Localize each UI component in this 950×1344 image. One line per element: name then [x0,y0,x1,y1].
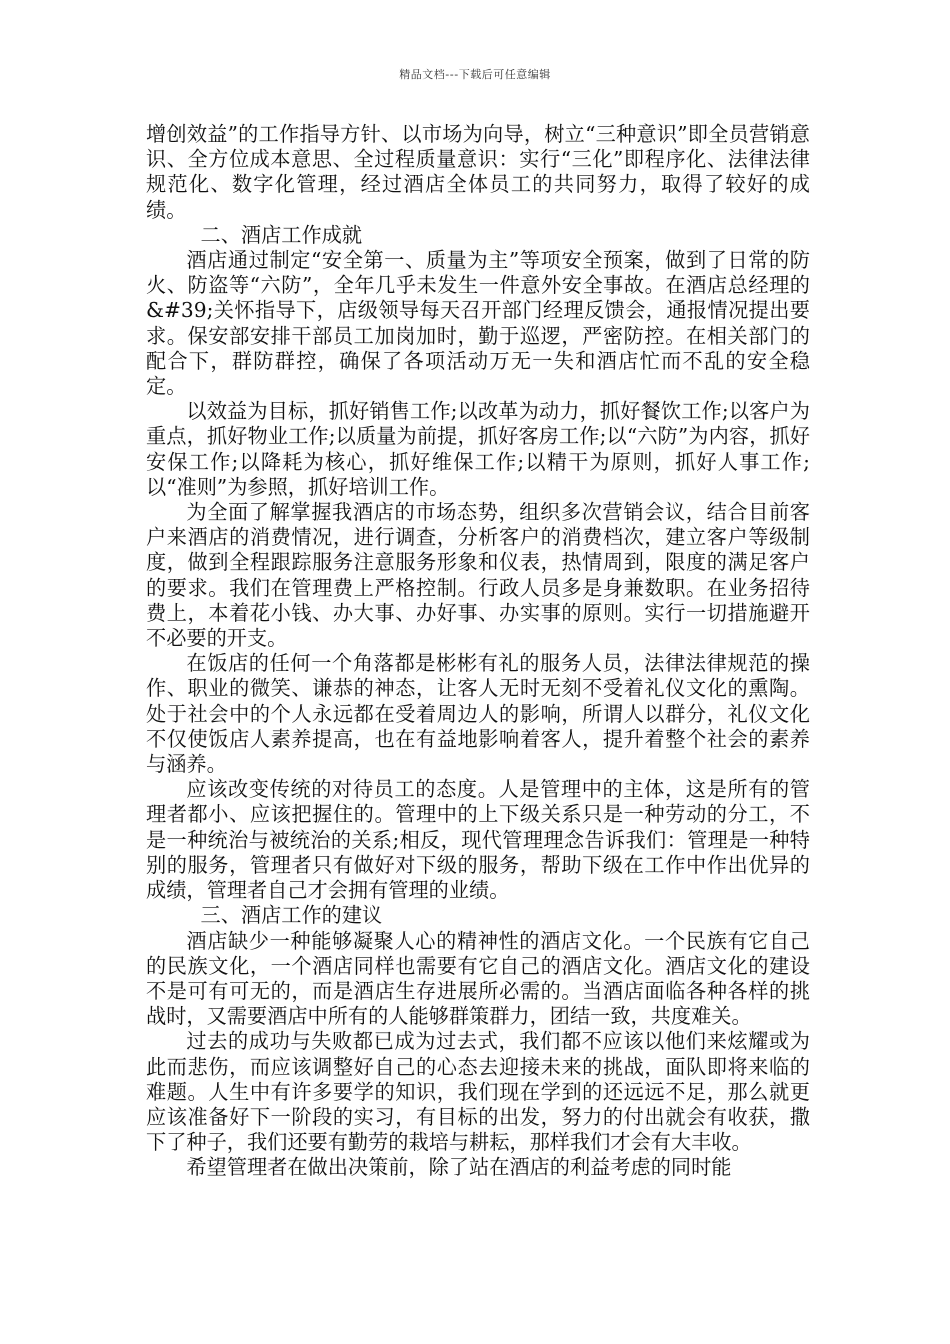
paragraph-5: 应该改变传统的对待员工的态度。人是管理中的主体，这是所有的管理者都小、应该把握住的。管理中的上下级关系只是一种劳动的分工，不是一种统治与被统治的关系;相反，现代管理理念告诉我们：管理是一种特别的服务，管理者只有做好对下级的服务，帮助下级在工作中作出优异的成绩，管理者自己才会拥有管理的业绩。 [146,777,810,903]
page-header: 精品文档---下载后可任意编辑 [399,68,551,81]
paragraph-2: 以效益为目标，抓好销售工作;以改革为动力，抓好餐饮工作;以客户为重点，抓好物业工作;以质量为前提，抓好客房工作;以“六防”为内容，抓好安保工作;以降耗为核心，抓好维保工作;以精干为原则，抓好人事工作;以“准则”为参照，抓好培训工作。 [146,399,810,499]
paragraph-7: 过去的成功与失败都已成为过去式，我们都不应该以他们来炫耀或为此而悲伤，而应该调整好自己的心态去迎接未来的挑战，面队即将来临的难题。人生中有许多要学的知识，我们现在学到的还远远不足，那么就更应该准备好下一阶段的实习，有目标的出发，努力的付出就会有收获，撒下了种子，我们还要有勤劳的栽培与耕耘，那样我们才会有大丰收。 [146,1029,810,1155]
paragraph-3: 为全面了解掌握我酒店的市场态势，组织多次营销会议，结合目前客户来酒店的消费情况，进行调查，分析客户的消费档次，建立客户等级制度，做到全程跟踪服务注意服务形象和仪表，热情周到，限度的满足客户的要求。我们在管理费上严格控制。行政人员多是身兼数职。在业务招待费上，本着花小钱、办大事、办好事、办实事的原则。实行一切措施避开不必要的开支。 [146,500,810,651]
section-heading-3: 三、酒店工作的建议 [200,903,383,928]
paragraph-4: 在饭店的任何一个角落都是彬彬有礼的服务人员，法律法律规范的操作、职业的微笑、谦恭的神态，让客人无时无刻不受着礼仪文化的熏陶。处于社会中的个人永远都在受着周边人的影响，所谓人以群分，礼仪文化不仅使饭店人素养提高，也在有益地影响着客人，提升着整个社会的素养与涵养。 [146,651,810,777]
paragraph-8: 希望管理者在做出决策前，除了站在酒店的利益考虑的同时能 [186,1155,732,1180]
section-heading-2: 二、酒店工作成就 [200,222,363,247]
paragraph-6: 酒店缺少一种能够凝聚人心的精神性的酒店文化。一个民族有它自己的民族文化，一个酒店同样也需要有它自己的酒店文化。酒店文化的建设不是可有可无的，而是酒店生存进展所必需的。当酒店面临各种各样的挑战时，又需要酒店中所有的人能够群策群力，团结一致，共度难关。 [146,928,810,1029]
paragraph-0: 增创效益”的工作指导方针、以市场为向导，树立“三种意识”即全员营销意识、全方位成本意思、全过程质量意识：实行“三化”即程序化、法律法律规范化、数字化管理，经过酒店全体员工的共同努力，取得了较好的成绩。 [146,122,810,222]
paragraph-1: 酒店通过制定“安全第一、质量为主”等项安全预案，做到了日常的防火、防盗等“六防”，全年几乎未发生一件意外安全事故。在酒店总经理的&#39;关怀指导下，店级领导每天召开部门经理反馈会，通报情况提出要求。保安部安排干部员工加岗加时，勤于巡逻，严密防控。在相关部门的配合下，群防群控，确保了各项活动万无一失和酒店忙而不乱的安全稳定。 [146,248,810,399]
document-body [146,122,810,1181]
